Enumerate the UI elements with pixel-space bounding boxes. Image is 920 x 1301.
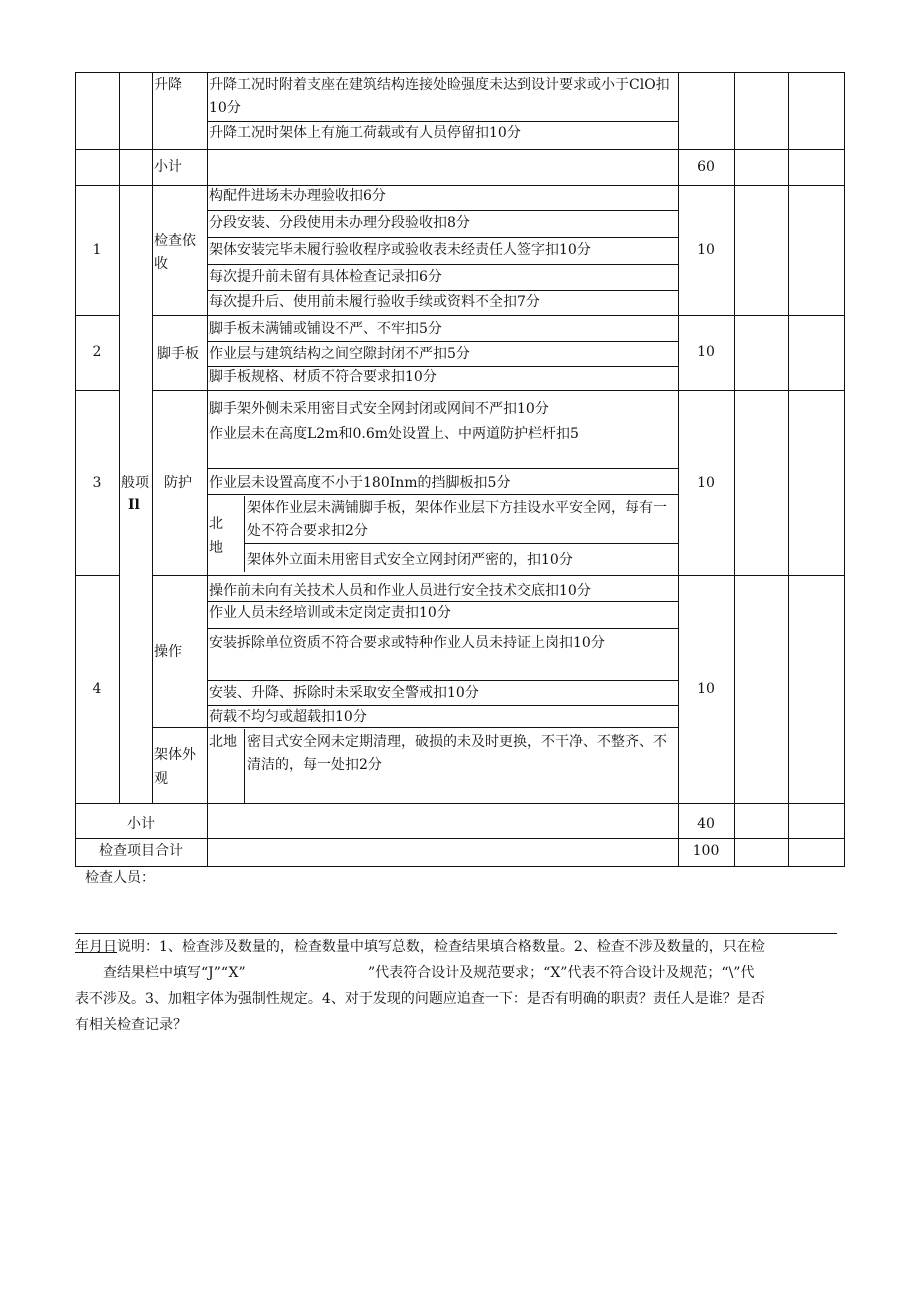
deduction-item: 作业层未在高度L2m和0.6m处设置上、中两道防护栏杆扣5 — [209, 426, 579, 442]
note-line: 表不涉及。3、加粗字体为强制性规定。4、对于发现的问题应追查一下：是否有明确的职责？责任人是谁？是否 — [75, 991, 765, 1007]
subtotal-score: 40 — [697, 816, 715, 832]
total-score: 100 — [692, 843, 720, 859]
deduction-item: 每次提升前未留有具体检查记录扣6分 — [209, 269, 442, 285]
deduction-item: 升降工况时架体上有施工荷载或有人员停留扣10分 — [209, 125, 521, 141]
deduction-item: 每次提升后、使用前未履行验收手续或资料不全扣7分 — [209, 294, 540, 310]
note-line: ”代表符合设计及规范要求；“X”代表不符合设计及规范；“\”代 — [368, 965, 755, 981]
sub-item-scaffold-board: 脚手板 — [157, 346, 199, 362]
category-general-items: 般项 — [121, 475, 149, 491]
item-score: 10 — [697, 475, 715, 491]
deduction-item: 架体安装完毕未履行验收程序或验收表未经责任人签字扣10分 — [209, 242, 591, 258]
deduction-item: 脚手板未满铺或铺设不严、不牢扣5分 — [209, 321, 442, 337]
sub-item-protection: 防护 — [164, 475, 192, 491]
item-score: 10 — [697, 242, 715, 258]
inner-label: 北地 — [209, 734, 237, 750]
deduction-item: 安装、升降、拆除时未采取安全警戒扣10分 — [209, 685, 479, 701]
deduction-item: 升降工况时附着支座在建筑结构连接处睑强度未达到设计要求或小于ClO扣10分 — [209, 77, 670, 116]
item-number: 4 — [92, 681, 102, 697]
note-line: 查结果栏中填写“J”“X” — [103, 965, 246, 981]
deduction-item: 分段安装、分段使用未办理分段验收扣8分 — [209, 215, 470, 231]
sub-item-frame-appearance: 架体外观 — [154, 747, 196, 787]
item-number: 3 — [92, 475, 102, 491]
deduction-item: 操作前未向有关技术人员和作业人员进行安全技术交底扣10分 — [209, 583, 591, 599]
item-score: 10 — [697, 681, 715, 697]
deduction-item: 架体外立面未用密目式安全立网封闭严密的，扣10分 — [247, 552, 573, 568]
deduction-item: 作业层与建筑结构之间空隙封闭不严扣5分 — [209, 346, 470, 362]
deduction-item: 密目式安全网未定期清理，破损的未及时更换，不干净、不整齐、不清洁的，每一处扣2分 — [247, 734, 667, 773]
sub-item-lift: 升降 — [154, 77, 182, 93]
inner-label: 北地 — [209, 516, 223, 556]
item-number: 2 — [92, 344, 102, 360]
sub-item-inspection-acceptance: 检查依收 — [154, 233, 196, 272]
total-label: 检查项目合计 — [99, 843, 183, 859]
deduction-item: 荷载不均匀或超载扣10分 — [209, 709, 367, 725]
deduction-item: 作业层未设置高度不小于180Inm的挡脚板扣5分 — [209, 475, 511, 491]
sub-item-operation: 操作 — [154, 644, 182, 660]
deduction-item: 脚手板规格、材质不符合要求扣10分 — [209, 369, 437, 385]
deduction-item: 作业人员未经培训或未定岗定责扣10分 — [209, 605, 451, 621]
subtotal-label: 小计 — [127, 816, 155, 832]
note-line: 有相关检查记录？ — [75, 1017, 187, 1033]
deduction-item: 脚手架外侧未采用密目式安全网封闭或网间不严扣10分 — [209, 401, 549, 417]
inspector-label: 检查人员： — [85, 870, 155, 886]
item-number: 1 — [92, 242, 102, 258]
category-mark: Il — [128, 497, 140, 513]
note-line: 说明：1、检查涉及数量的，检查数量中填写总数，检查结果填合格数量。2、检查不涉及数量的，只在检 — [117, 939, 765, 955]
deduction-item: 安装拆除单位资质不符合要求或特种作业人员未持证上岗扣10分 — [209, 635, 605, 651]
deduction-item: 构配件进场未办理验收扣6分 — [209, 188, 386, 204]
deduction-item: 架体作业层未满铺脚手板，架体作业层下方挂设水平安全网，每有一处不符合要求扣2分 — [247, 500, 667, 539]
subtotal-label: 小计 — [154, 159, 182, 175]
subtotal-score: 60 — [697, 159, 715, 175]
date-label: 年月日 — [75, 939, 117, 955]
item-score: 10 — [697, 344, 715, 360]
